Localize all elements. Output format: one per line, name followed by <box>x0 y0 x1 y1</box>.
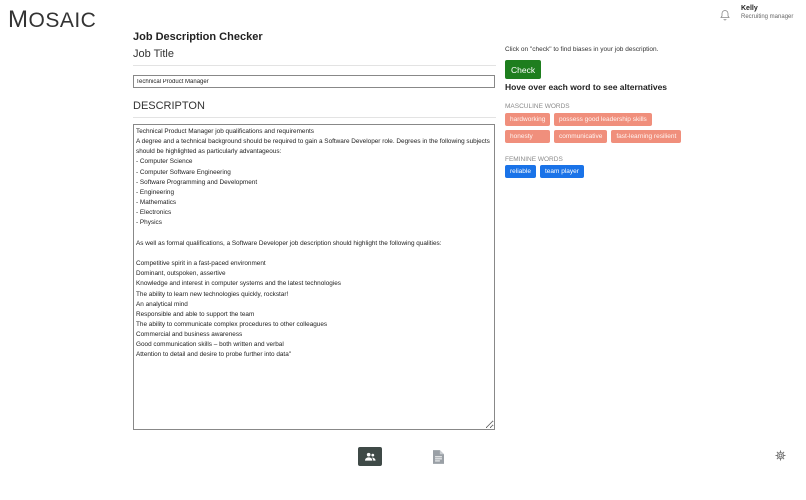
hover-hint: Hove over each word to see alternatives <box>505 82 668 92</box>
masculine-word-chip[interactable]: communicative <box>554 130 607 143</box>
user-name: Kelly <box>741 5 758 12</box>
feminine-words-list <box>505 165 675 178</box>
check-hint: Click on "check" to find biases in your job description. <box>505 46 659 53</box>
masculine-word-chip[interactable]: possess good leadership skills <box>554 113 652 126</box>
masculine-words-list <box>505 113 735 143</box>
page-title: Job Description Checker <box>133 31 263 43</box>
logo-rest: OSAIC <box>28 9 97 32</box>
masculine-word-chip[interactable]: hardworking <box>505 113 550 126</box>
masculine-word-chip[interactable]: fast-learning resilient <box>611 130 681 143</box>
bell-icon[interactable] <box>719 9 731 21</box>
gear-icon[interactable] <box>775 450 786 461</box>
feminine-word-chip[interactable]: team player <box>540 165 584 178</box>
logo-first-letter: M <box>8 6 29 33</box>
document-nav-button[interactable] <box>432 449 444 464</box>
masculine-words-label: MASCULINE WORDS <box>505 103 570 110</box>
job-title-label: Job Title <box>133 48 496 66</box>
feminine-words-label: FEMININE WORDS <box>505 156 563 163</box>
description-textarea[interactable] <box>133 124 495 430</box>
document-icon <box>433 450 444 464</box>
masculine-word-chip[interactable]: honesty <box>505 130 550 143</box>
user-profile[interactable] <box>741 5 793 20</box>
app-logo[interactable] <box>8 6 96 34</box>
people-nav-button[interactable] <box>358 447 382 466</box>
check-button[interactable]: Check <box>505 60 541 79</box>
bias-panel <box>505 46 735 178</box>
job-title-input[interactable] <box>133 75 495 88</box>
user-role: Recruiting manager <box>741 14 794 20</box>
feminine-word-chip[interactable]: reliable <box>505 165 536 178</box>
description-label: DESCRIPTON <box>133 100 496 118</box>
checker-form <box>133 31 496 435</box>
people-icon <box>365 452 376 461</box>
